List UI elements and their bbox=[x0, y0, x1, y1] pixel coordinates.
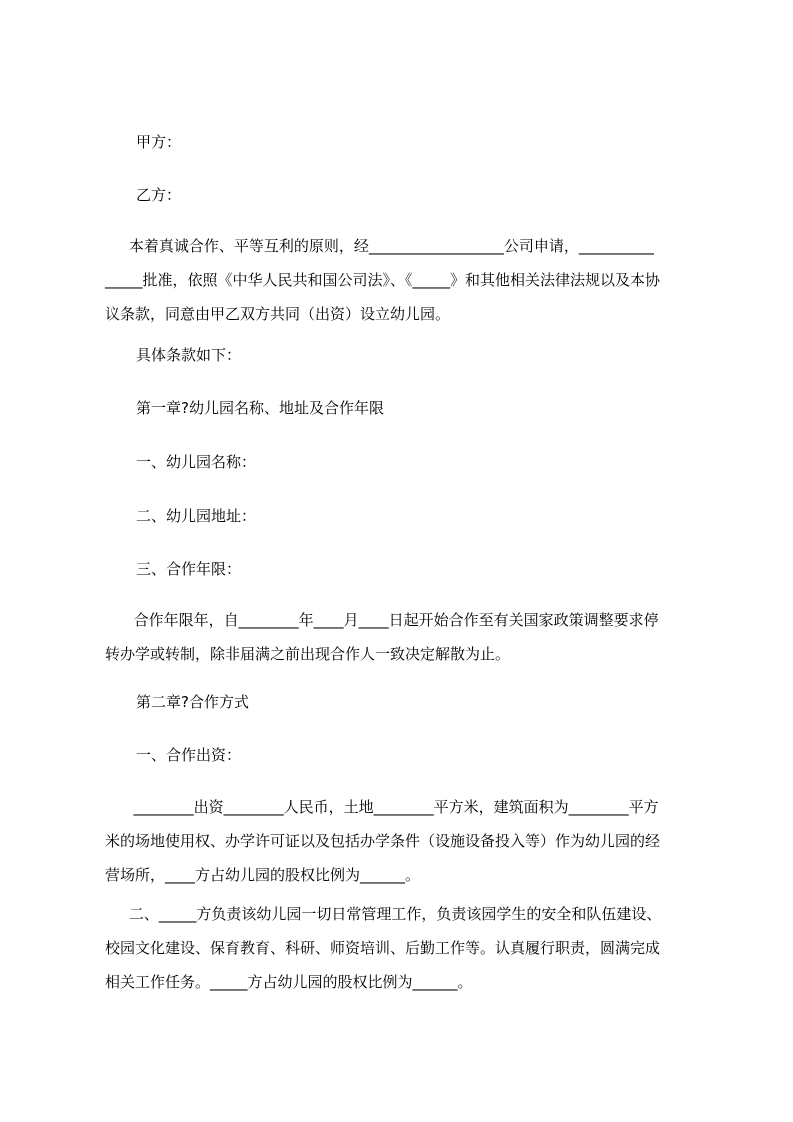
investment-line: 米的场地使用权、办学许可证以及包括办学条件（设施设备投入等）作为幼儿园的经 bbox=[105, 832, 661, 850]
term-paragraph bbox=[105, 603, 705, 671]
investment-line: ________出资________人民币，土地________平方米，建筑面积为________平方 bbox=[105, 798, 659, 816]
term-line: 合作年限年，自________年____月____日起开始合作至有关国家政策调整要求停 bbox=[105, 611, 659, 629]
preamble-line: _____批准，依照《中华人民共和国公司法》、《_____》和其他相关法律法规以及本协 bbox=[105, 271, 661, 289]
investment-section-label: 一、合作出资： bbox=[136, 746, 242, 764]
management-line: 相关工作任务。_____方占幼儿园的股权比例为______。 bbox=[105, 973, 473, 991]
management-line: 二、_____方负责该幼儿园一切日常管理工作，负责该园学生的安全和队伍建设、 bbox=[105, 905, 662, 923]
chapter-2-heading: 第二章?合作方式 bbox=[136, 693, 249, 711]
party-b-label: 乙方： bbox=[136, 186, 182, 204]
preamble-paragraph bbox=[105, 229, 705, 331]
term-line: 转办学或转制，除非届满之前出现合作人一致决定解散为止。 bbox=[105, 645, 511, 663]
preamble-line: 本着真诚合作、平等互利的原则，经__________________公司申请，__________ bbox=[105, 237, 654, 255]
party-a-label: 甲方： bbox=[136, 133, 182, 151]
kindergarten-address-label: 二、幼儿园地址： bbox=[136, 507, 257, 525]
kindergarten-name-label: 一、幼儿园名称： bbox=[136, 453, 257, 471]
specific-terms-heading: 具体条款如下： bbox=[136, 346, 242, 364]
management-paragraph bbox=[105, 897, 705, 999]
preamble-line: 议条款，同意由甲乙双方共同（出资）设立幼儿园。 bbox=[105, 305, 451, 323]
investment-paragraph bbox=[105, 790, 705, 892]
investment-line: 营场所，____方占幼儿园的股权比例为______。 bbox=[105, 866, 421, 884]
management-line: 校园文化建设、保育教育、科研、师资培训、后勤工作等。认真履行职责，圆满完成 bbox=[105, 939, 661, 957]
chapter-1-heading: 第一章?幼儿园名称、地址及合作年限 bbox=[136, 399, 384, 417]
cooperation-term-label: 三、合作年限： bbox=[136, 560, 242, 578]
